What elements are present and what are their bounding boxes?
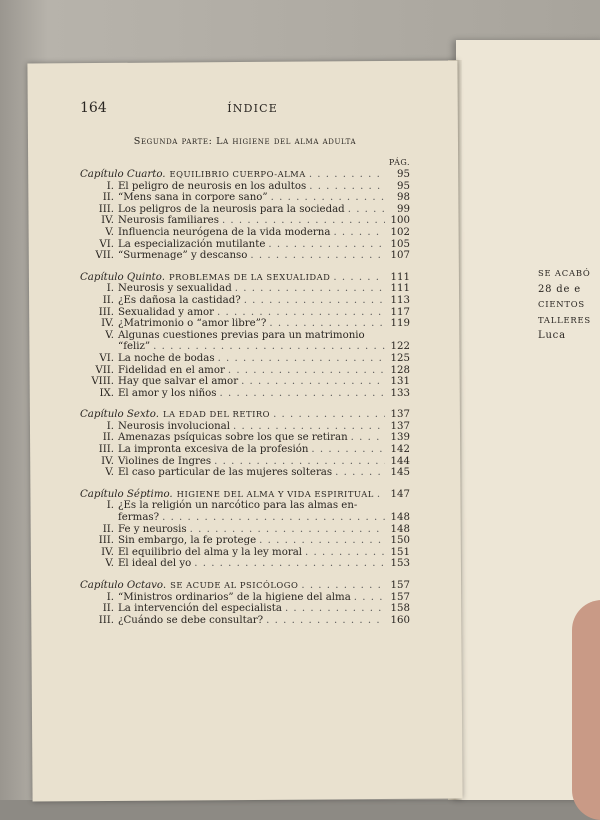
entry-page: 153 (390, 558, 410, 570)
colophon-smallcaps: SE ACABÓ (538, 268, 591, 278)
entry-text: “Ministros ordinarios” de la higiene del alma (118, 591, 351, 603)
entry-text-continued: “feliz” (118, 341, 151, 353)
dot-leader (194, 558, 385, 570)
dot-leader (309, 181, 385, 193)
chapter-label: Capítulo Quinto. (80, 271, 165, 283)
entry-number: VIII. (91, 376, 114, 388)
entry-page: 117 (390, 306, 410, 318)
entry-number: V. (105, 558, 114, 570)
dot-leader (235, 283, 385, 295)
colophon-smallcaps: TALLERES (538, 314, 591, 325)
chapter-heading (80, 409, 410, 421)
entry-text: La intervención del especialista (118, 603, 282, 615)
entry-text: Sin embargo, la fe protege (118, 535, 257, 547)
entry-number: VII. (95, 250, 114, 262)
entry-number: IV. (101, 546, 114, 558)
chapter-block (80, 409, 410, 479)
entry-number: I. (106, 283, 114, 295)
toc-entry (80, 204, 410, 216)
right-page-text (538, 266, 591, 344)
entry-number: IV. (101, 318, 114, 330)
toc-entry (80, 307, 410, 319)
toc-entry (80, 330, 410, 342)
chapter-title: SE ACUDE AL PSICÓLOGO (170, 580, 299, 590)
entry-number: I. (106, 500, 114, 512)
entry-page: 131 (390, 376, 410, 388)
entry-text: ¿Es dañosa la castidad? (118, 294, 241, 306)
dot-leader (311, 444, 385, 456)
chapter-page: 95 (397, 169, 410, 180)
toc-entry (80, 376, 410, 388)
entry-number: III. (98, 444, 114, 456)
dot-leader (273, 409, 385, 421)
toc-entry (80, 547, 410, 559)
entry-text: Violines de Ingres (118, 455, 212, 467)
part-title: Segunda parte: La higiene del alma adulta (133, 136, 357, 147)
dot-leader (269, 318, 385, 330)
colophon-line (538, 328, 591, 344)
entry-page: 113 (390, 294, 410, 306)
toc-entry (80, 603, 410, 615)
colophon-line (538, 297, 591, 313)
chapter-page: 137 (390, 409, 410, 421)
chapter-page: 147 (390, 488, 410, 500)
table-of-contents (80, 169, 410, 626)
dot-leader (217, 307, 385, 319)
dot-leader (333, 227, 385, 239)
entry-number: I. (106, 591, 114, 603)
entry-page: 122 (390, 341, 410, 353)
dot-leader (233, 421, 385, 433)
chapter-block (80, 580, 410, 626)
dot-leader (214, 456, 385, 468)
dot-leader (301, 580, 385, 592)
entry-text: Influencia neurógena de la vida moderna (118, 226, 331, 238)
toc-entry (80, 239, 410, 251)
toc-entry-continuation (80, 512, 410, 524)
entry-number: III. (98, 203, 114, 215)
dot-leader (351, 432, 385, 444)
entry-text: ¿Matrimonio o “amor libre”? (118, 318, 267, 330)
dot-leader (162, 512, 385, 524)
toc-entry (80, 192, 410, 204)
chapter-page: 111 (390, 271, 410, 283)
dot-leader (268, 239, 385, 251)
entry-number: V. (105, 226, 114, 238)
chapter-title: HIGIENE DEL ALMA Y VIDA ESPIRITUAL (176, 488, 374, 499)
entry-text: Fidelidad en el amor (118, 364, 225, 376)
chapter-heading (80, 272, 410, 284)
entry-number: II. (102, 432, 114, 444)
entry-number: VI. (99, 238, 114, 250)
entry-text: El ideal del yo (118, 558, 192, 570)
entry-page: 95 (397, 180, 410, 192)
entry-number: V. (105, 467, 114, 479)
colophon-text: 28 de e (538, 283, 581, 295)
entry-page: 119 (390, 318, 410, 330)
chapter-title: PROBLEMAS DE LA SEXUALIDAD (168, 271, 331, 282)
dot-leader (250, 250, 385, 262)
chapter-page: 157 (390, 580, 410, 591)
toc-entry-continuation (80, 341, 410, 353)
dot-leader (153, 341, 385, 353)
toc-entry (80, 558, 410, 570)
entry-page: 139 (390, 432, 410, 444)
entry-number: IV. (101, 215, 114, 227)
entry-number: II. (102, 603, 114, 615)
toc-entry (80, 227, 410, 239)
toc-entry (80, 283, 410, 295)
colophon-line (538, 282, 591, 298)
chapter-block (80, 489, 410, 570)
dot-leader (259, 535, 385, 547)
toc-entry (80, 524, 410, 536)
chapter-label: Capítulo Séptimo. (80, 488, 173, 500)
dot-leader (190, 524, 385, 536)
dot-leader (285, 603, 385, 615)
entry-page: 133 (390, 387, 410, 399)
entry-text: La especialización mutilante (118, 238, 266, 250)
toc-entry (80, 181, 410, 193)
entry-page: 151 (390, 546, 410, 558)
dot-leader (348, 204, 385, 216)
entry-number: IX. (99, 387, 114, 399)
chapter-label: Capítulo Sexto. (80, 409, 159, 421)
dot-leader (335, 467, 385, 479)
dot-leader (305, 547, 385, 559)
dot-leader (377, 489, 385, 501)
entry-text: El peligro de neurosis en los adultos (118, 180, 307, 192)
toc-entry (80, 365, 410, 377)
entry-text: El caso particular de las mujeres solteras (118, 467, 333, 479)
entry-page: 102 (390, 226, 410, 238)
entry-text-continued: fermas? (118, 512, 160, 524)
dot-leader (354, 592, 385, 604)
entry-page: 148 (390, 512, 410, 524)
entry-page: 144 (390, 455, 410, 467)
colophon-text: Luca (538, 330, 566, 341)
dot-leader (222, 215, 385, 227)
dot-leader (228, 365, 385, 377)
page-header (80, 100, 410, 116)
entry-number: III. (98, 306, 114, 318)
colophon-line (538, 266, 591, 282)
toc-entry (80, 432, 410, 444)
toc-entry (80, 250, 410, 262)
entry-number: IV. (101, 455, 114, 467)
dot-leader (266, 615, 385, 627)
page-column-label: PÁG. (388, 158, 410, 167)
toc-entry (80, 535, 410, 547)
thumb (572, 600, 600, 820)
entry-page: 128 (390, 364, 410, 376)
toc-entry (80, 467, 410, 479)
page-number: 164 (80, 100, 107, 116)
chapter-heading (80, 169, 410, 181)
dot-leader (244, 295, 385, 307)
toc-entry (80, 318, 410, 330)
toc-entry (80, 456, 410, 468)
entry-text: Neurosis y sexualidad (118, 283, 232, 295)
chapter-title: EQUILIBRIO CUERPO-ALMA (169, 169, 306, 179)
entry-text: Los peligros de la neurosis para la sociedad (118, 203, 345, 215)
entry-number: II. (102, 523, 114, 535)
entry-text: Algunas cuestiones previas para un matrimonio (118, 329, 365, 341)
entry-page: 111 (390, 283, 410, 295)
entry-page: 107 (390, 250, 410, 262)
entry-text: El equilibrio del alma y la ley moral (118, 546, 303, 558)
entry-number: II. (102, 294, 114, 306)
entry-page: 125 (390, 352, 410, 364)
entry-text: “Mens sana in corpore sano” (118, 192, 268, 204)
entry-text: La impronta excesiva de la profesión (118, 444, 309, 456)
entry-page: 142 (390, 444, 410, 456)
entry-page: 158 (390, 603, 410, 615)
entry-text: La noche de bodas (118, 352, 215, 364)
entry-number: III. (98, 614, 114, 626)
entry-page: 105 (390, 238, 410, 250)
entry-number: III. (98, 535, 114, 547)
entry-text: “Surmenage” y descanso (118, 250, 248, 262)
entry-number: VII. (95, 364, 114, 376)
entry-text: El amor y los niños (118, 387, 217, 399)
entry-page: 150 (390, 535, 410, 547)
toc-entry (80, 444, 410, 456)
chapter-title: LA EDAD DEL RETIRO (162, 409, 271, 420)
entry-text: Amenazas psíquicas sobre los que se retiran (118, 432, 348, 444)
entry-page: 160 (390, 614, 410, 626)
entry-number: I. (106, 420, 114, 432)
entry-page: 137 (390, 420, 410, 432)
entry-page: 98 (397, 192, 410, 204)
chapter-label: Capítulo Octavo. (80, 580, 167, 591)
dot-leader (241, 376, 385, 388)
toc-entry (80, 592, 410, 604)
chapter-heading (80, 489, 410, 501)
entry-page: 148 (390, 523, 410, 535)
entry-number: I. (106, 180, 114, 192)
entry-page: 145 (390, 467, 410, 479)
toc-entry (80, 353, 410, 365)
chapter-block (80, 169, 410, 262)
entry-text: Fe y neurosis (118, 523, 187, 535)
entry-page: 99 (397, 203, 410, 215)
toc-entry (80, 421, 410, 433)
entry-number: II. (102, 192, 114, 204)
entry-page: 157 (390, 591, 410, 603)
toc-entry (80, 388, 410, 400)
entry-text: Sexualidad y amor (118, 306, 214, 318)
entry-text: ¿Es la religión un narcótico para las almas en- (118, 500, 358, 512)
toc-entry (80, 215, 410, 227)
colophon-line (538, 313, 591, 329)
dot-leader (271, 192, 385, 204)
colophon-smallcaps: CIENTOS (538, 299, 585, 309)
dot-leader (218, 353, 385, 365)
dot-leader (309, 169, 385, 181)
entry-text: Neurosis familiares (118, 215, 219, 227)
entry-text: Hay que salvar el amor (118, 376, 239, 388)
toc-entry (80, 500, 410, 512)
toc-entry (80, 615, 410, 627)
entry-text: ¿Cuándo se debe consultar? (118, 614, 264, 626)
chapter-label: Capítulo Cuarto. (80, 169, 166, 180)
chapter-block (80, 272, 410, 400)
entry-page: 100 (390, 215, 410, 227)
entry-number: VI. (99, 352, 114, 364)
dot-leader (220, 388, 385, 400)
chapter-heading (80, 580, 410, 592)
entry-text: Neurosis involucional (118, 420, 230, 432)
dot-leader (333, 272, 385, 284)
index-title: ÍNDICE (227, 102, 278, 115)
entry-number: V. (105, 329, 114, 341)
index-page (80, 100, 410, 636)
toc-entry (80, 295, 410, 307)
